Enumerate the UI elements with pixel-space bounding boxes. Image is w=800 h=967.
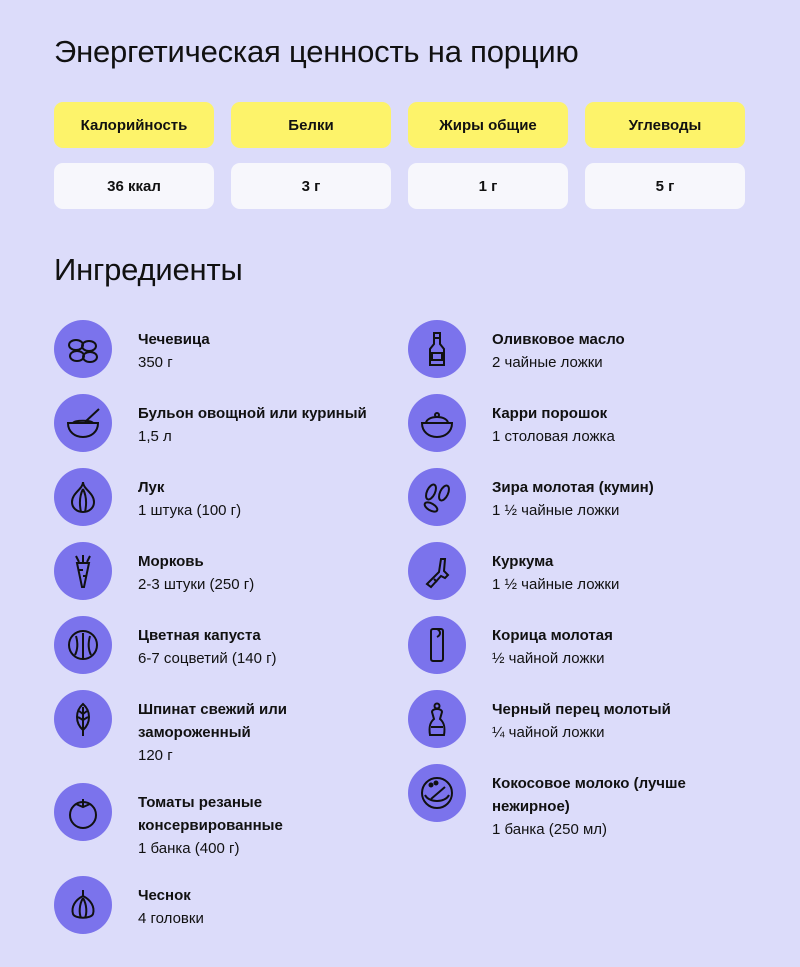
fat-value: 1 г bbox=[408, 163, 568, 209]
ingredient-name: Карри порошок bbox=[492, 405, 608, 422]
ingredient-amount: 1 банка (400 г) bbox=[138, 840, 240, 857]
nutrition-headers bbox=[54, 102, 746, 148]
ingredient-item bbox=[408, 616, 738, 674]
ingredient-amount: 1 ½ чайные ложки bbox=[492, 502, 620, 519]
fat-header: Жиры общие bbox=[408, 102, 568, 148]
ingredient-amount: 2 чайные ложки bbox=[492, 354, 603, 371]
ingredient-name: Чечевица bbox=[138, 331, 210, 348]
ingredient-item bbox=[408, 764, 738, 841]
ingredient-amount: 1 ½ чайные ложки bbox=[492, 576, 620, 593]
ingredient-item bbox=[54, 320, 384, 378]
pepper-grinder-icon bbox=[408, 690, 466, 748]
ingredient-item bbox=[54, 394, 384, 452]
tomato-icon bbox=[54, 783, 112, 841]
ingredient-amount: 2-3 штуки (250 г) bbox=[138, 576, 255, 593]
cauliflower-icon bbox=[54, 616, 112, 674]
carbs-header: Углеводы bbox=[585, 102, 745, 148]
ingredient-name: Цветная капуста bbox=[138, 627, 261, 644]
ingredient-amount: 120 г bbox=[138, 747, 173, 764]
ingredient-item bbox=[54, 468, 384, 526]
ingredient-name: Корица молотая bbox=[492, 627, 613, 644]
ingredient-item bbox=[54, 690, 384, 767]
carbs-value: 5 г bbox=[585, 163, 745, 209]
ingredient-amount: 1 банка (250 мл) bbox=[492, 821, 608, 838]
ingredient-amount: 1,5 л bbox=[138, 428, 172, 445]
ingredient-name: Чеснок bbox=[138, 887, 191, 904]
ingredient-name: Куркума bbox=[492, 553, 554, 570]
cumin-seeds-icon bbox=[408, 468, 466, 526]
ingredients-title: Ингредиенты bbox=[54, 252, 243, 287]
turmeric-root-icon bbox=[408, 542, 466, 600]
ingredient-item bbox=[408, 542, 738, 600]
ingredient-item bbox=[408, 690, 738, 748]
protein-value: 3 г bbox=[231, 163, 391, 209]
energy-title: Энергетическая ценность на порцию bbox=[54, 34, 579, 69]
bowl-icon bbox=[54, 394, 112, 452]
ingredient-item bbox=[54, 876, 384, 934]
garlic-icon bbox=[54, 876, 112, 934]
ingredient-name: Бульон овощной или куриный bbox=[138, 405, 367, 422]
ingredient-amount: 1 столовая ложка bbox=[492, 428, 615, 445]
nutrition-values bbox=[54, 163, 746, 209]
ingredient-name: Зира молотая (кумин) bbox=[492, 479, 654, 496]
cinnamon-stick-icon bbox=[408, 616, 466, 674]
nutrition-table bbox=[54, 102, 746, 209]
ingredient-item bbox=[54, 616, 384, 674]
carrot-icon bbox=[54, 542, 112, 600]
ingredient-amount: ½ чайной ложки bbox=[492, 650, 605, 667]
ingredient-amount: ¼ чайной ложки bbox=[492, 724, 605, 741]
oil-bottle-icon bbox=[408, 320, 466, 378]
spinach-icon bbox=[54, 690, 112, 748]
ingredient-name: Морковь bbox=[138, 553, 204, 570]
calories-value: 36 ккал bbox=[54, 163, 214, 209]
ingredient-item bbox=[408, 394, 738, 452]
ingredient-amount: 4 головки bbox=[138, 910, 204, 927]
ingredient-name: Лук bbox=[138, 479, 165, 496]
lentils-icon bbox=[54, 320, 112, 378]
calories-header: Калорийность bbox=[54, 102, 214, 148]
ingredients-right-column bbox=[408, 320, 738, 857]
ingredient-amount: 350 г bbox=[138, 354, 173, 371]
ingredient-item bbox=[408, 320, 738, 378]
ingredient-item bbox=[54, 542, 384, 600]
ingredient-name: Черный перец молотый bbox=[492, 701, 671, 718]
ingredient-item bbox=[408, 468, 738, 526]
ingredient-name: Кокосовое молоко (лучше нежирное) bbox=[492, 775, 686, 815]
protein-header: Белки bbox=[231, 102, 391, 148]
ingredient-item bbox=[54, 783, 384, 860]
ingredient-name: Шпинат свежий или замороженный bbox=[138, 701, 287, 741]
curry-bowl-icon bbox=[408, 394, 466, 452]
ingredient-amount: 6-7 соцветий (140 г) bbox=[138, 650, 277, 667]
onion-icon bbox=[54, 468, 112, 526]
ingredient-name: Оливковое масло bbox=[492, 331, 625, 348]
coconut-icon bbox=[408, 764, 466, 822]
ingredients-left-column bbox=[54, 320, 384, 950]
ingredient-name: Томаты резаные консервированные bbox=[138, 794, 283, 834]
ingredient-amount: 1 штука (100 г) bbox=[138, 502, 242, 519]
